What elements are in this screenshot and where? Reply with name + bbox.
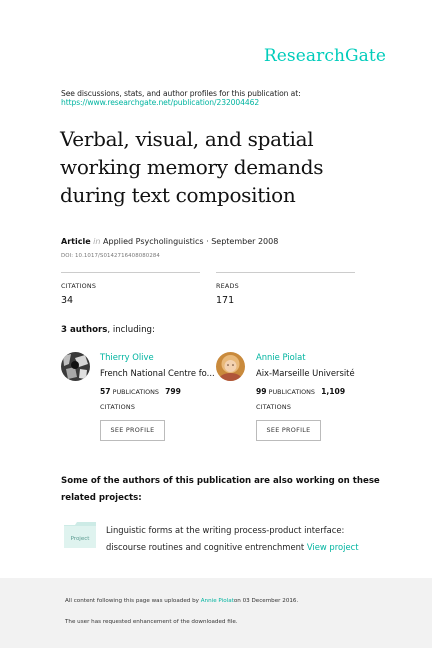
authors-heading bbox=[61, 325, 155, 335]
project-description bbox=[106, 522, 376, 556]
author-citations-count: 799 bbox=[165, 387, 181, 396]
citations-value: 34 bbox=[61, 295, 74, 306]
project-title: Linguistic forms at the writing process-product interface: discourse routines and cognitive entrenchment bbox=[106, 525, 345, 552]
related-projects-heading: Some of the authors of this publication are also working on these related projects: bbox=[61, 476, 380, 503]
project-icon-label: Project bbox=[70, 536, 90, 542]
publications-label: PUBLICATIONS bbox=[268, 388, 315, 396]
reads-value: 171 bbox=[216, 295, 235, 306]
stats-divider-left bbox=[61, 272, 200, 273]
author-stats bbox=[100, 387, 181, 396]
footer-enhancement-note: The user has requested enhancement of the downloaded file. bbox=[65, 619, 238, 625]
authors-count: 3 authors bbox=[61, 325, 108, 335]
author-stats bbox=[256, 387, 345, 396]
publication-type: Article bbox=[61, 237, 91, 246]
author-citations-count: 1,109 bbox=[321, 387, 346, 396]
publication-url-link[interactable]: https://www.researchgate.net/publication/232004462 bbox=[61, 98, 260, 107]
citations-label: CITATIONS bbox=[61, 282, 97, 290]
author-photo-icon[interactable] bbox=[216, 352, 245, 381]
footer-upload-note bbox=[65, 598, 298, 604]
author-affiliation: French National Centre fo... bbox=[100, 368, 215, 378]
uploader-link[interactable]: Annie Piolat bbox=[200, 598, 234, 604]
in-word: in bbox=[93, 237, 101, 246]
intro-text: See discussions, stats, and author profiles for this publication at: bbox=[61, 89, 301, 98]
author-citations-label: CITATIONS bbox=[256, 403, 292, 411]
footer-suffix: on 03 December 2016. bbox=[233, 598, 299, 604]
reads-label: READS bbox=[216, 282, 239, 290]
journal-date: Applied Psycholinguistics · September 2008 bbox=[103, 237, 279, 246]
author-name-link[interactable]: Annie Piolat bbox=[256, 352, 306, 362]
publications-label: PUBLICATIONS bbox=[112, 388, 159, 396]
author-citations-label: CITATIONS bbox=[100, 403, 136, 411]
author-name-link[interactable]: Thierry Olive bbox=[100, 352, 154, 362]
researchgate-logo[interactable]: ResearchGate bbox=[263, 46, 386, 66]
author-affiliation: Aix-Marseille Université bbox=[256, 368, 355, 378]
publications-count: 57 bbox=[100, 387, 111, 396]
publication-meta bbox=[61, 237, 278, 246]
see-profile-button[interactable]: SEE PROFILE bbox=[256, 420, 321, 441]
publications-count: 99 bbox=[256, 387, 267, 396]
authors-suffix: , including: bbox=[107, 325, 155, 335]
see-profile-button[interactable]: SEE PROFILE bbox=[100, 420, 165, 441]
view-project-link[interactable]: View project bbox=[306, 542, 359, 552]
footer-panel bbox=[0, 578, 432, 648]
publication-title: Verbal, visual, and spatial working memory demands during text composition bbox=[60, 127, 324, 207]
footer-prefix: All content following this page was uploaded by bbox=[65, 598, 199, 604]
author-photo-icon[interactable] bbox=[61, 352, 90, 381]
stats-divider-right bbox=[216, 272, 355, 273]
publication-doi: DOI: 10.1017/S0142716408080284 bbox=[61, 253, 160, 259]
project-folder-icon bbox=[64, 522, 96, 548]
